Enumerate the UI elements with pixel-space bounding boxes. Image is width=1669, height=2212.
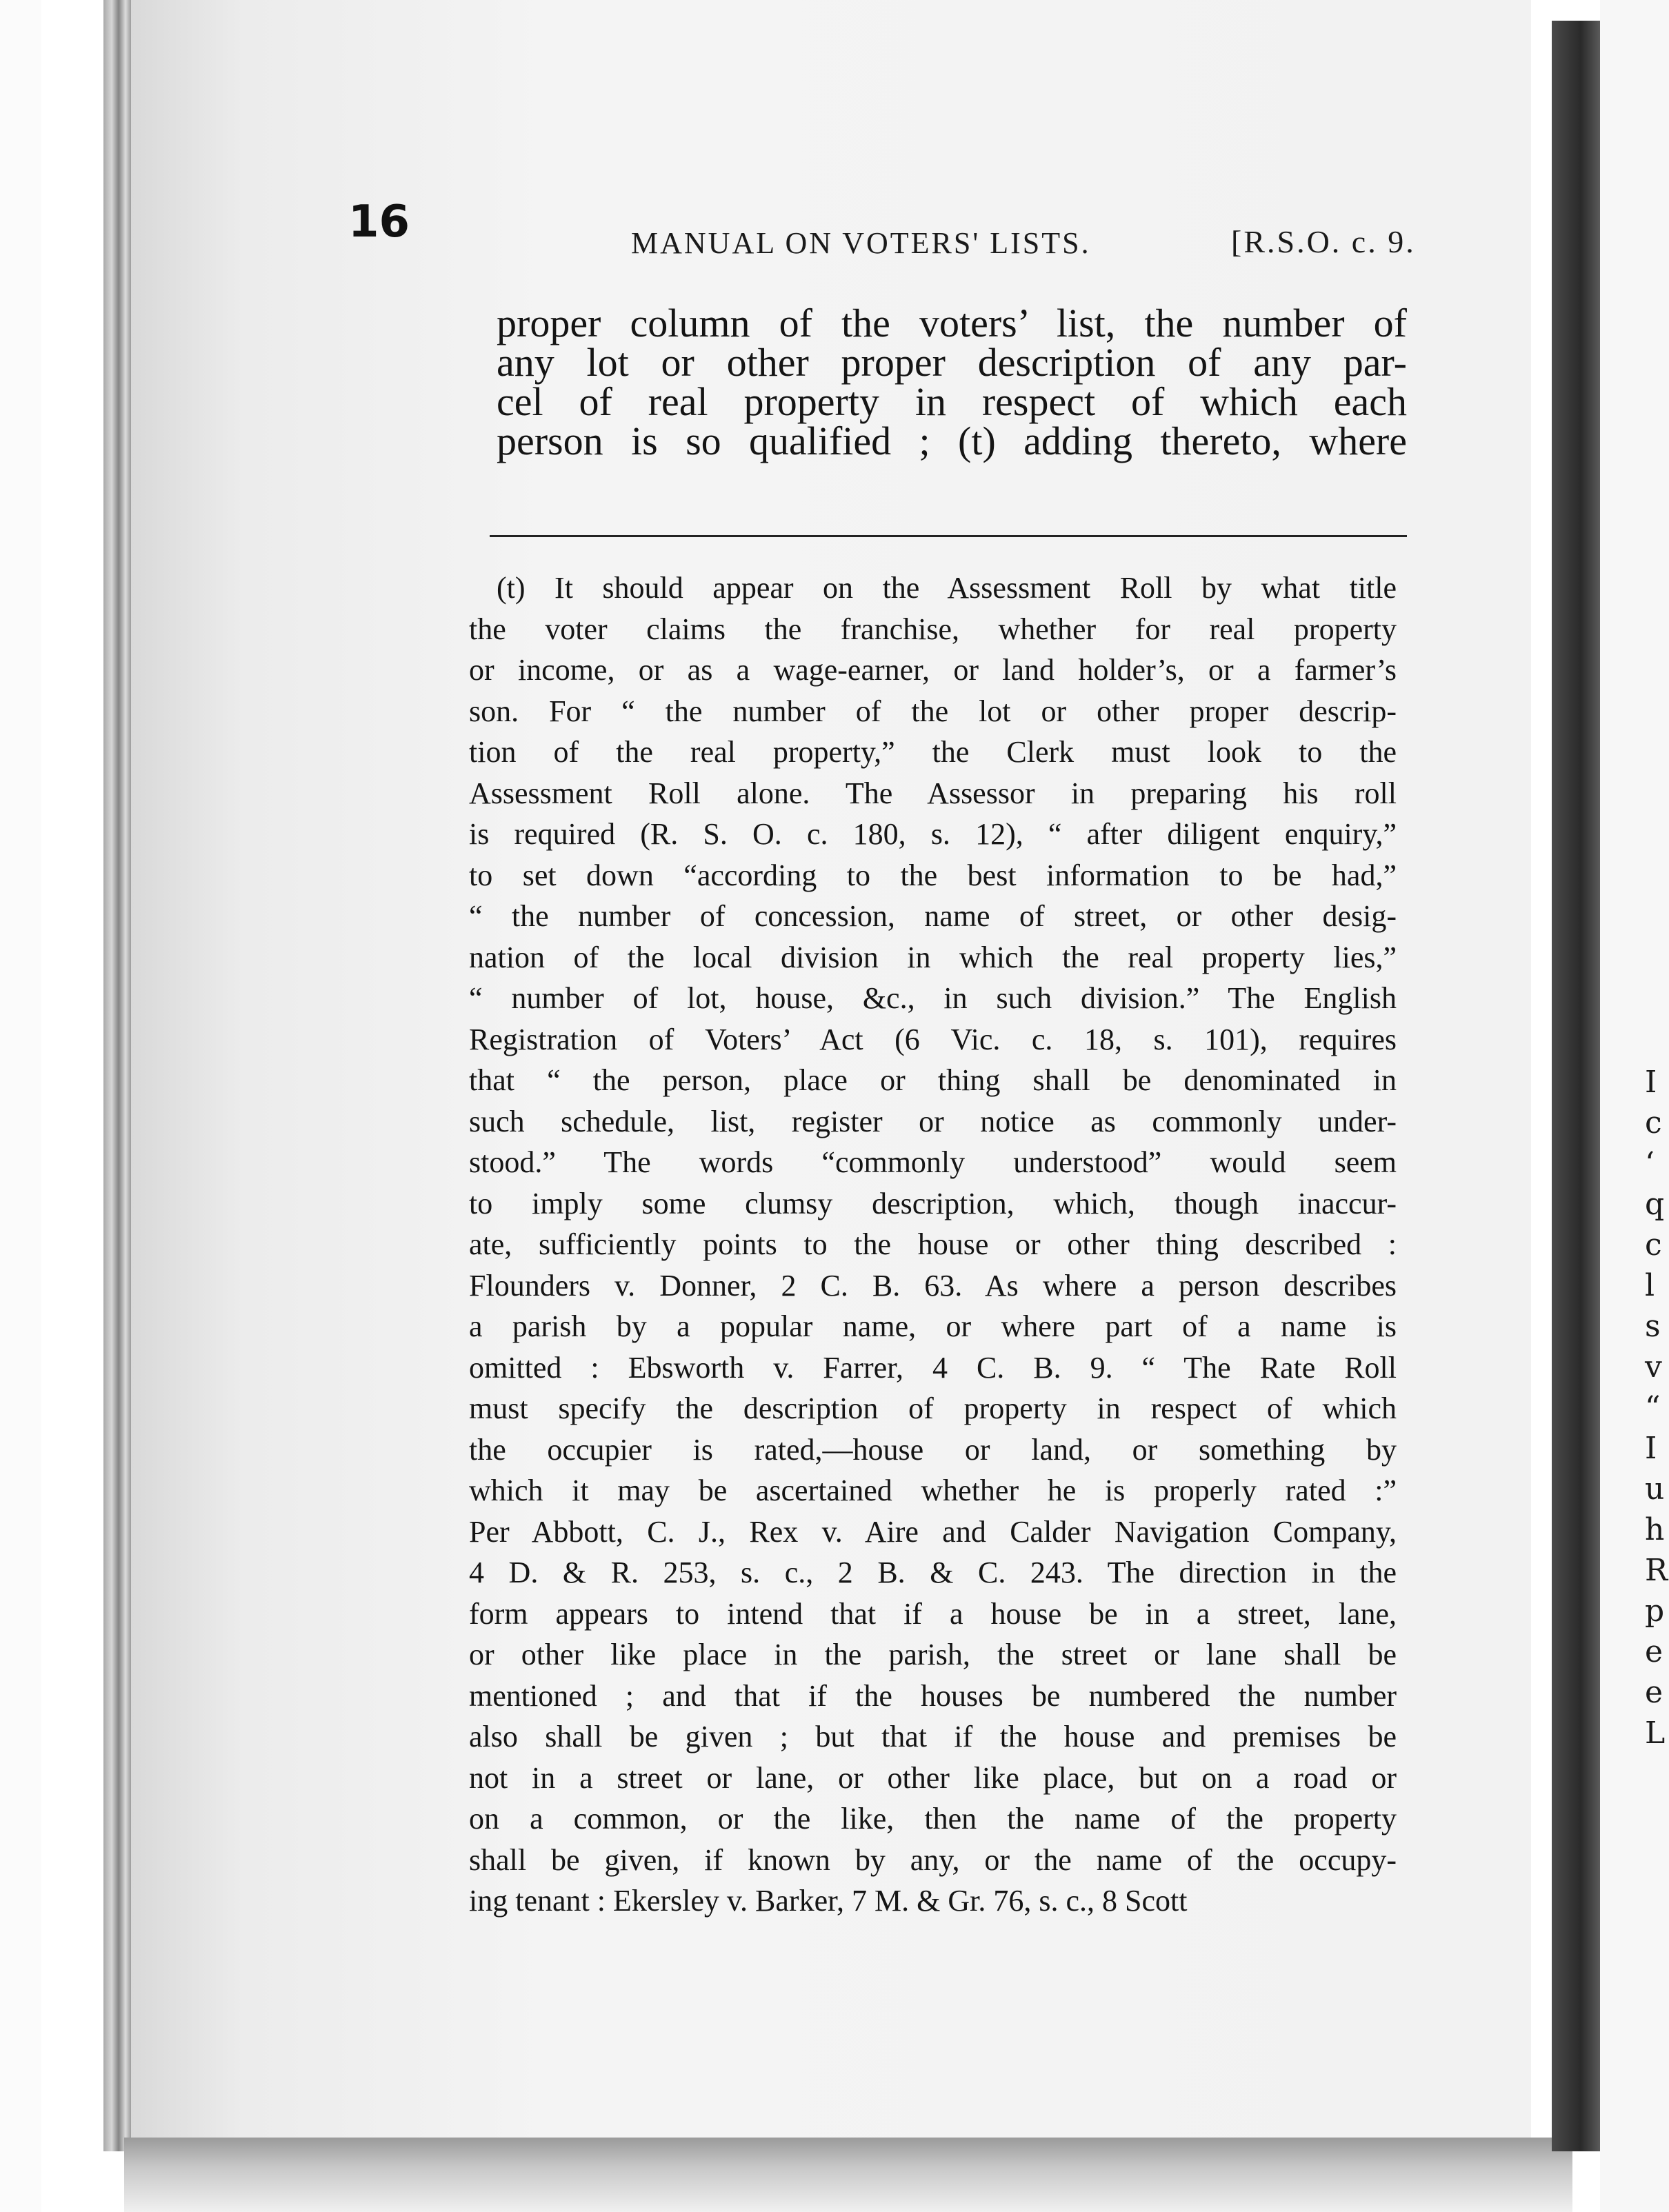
footnote-line: form appears to intend that if a house be in a street, lane, <box>469 1596 1397 1631</box>
footnote-line: the occupier is rated,—house or land, or something by <box>469 1432 1397 1467</box>
main-text-line: cel of real property in respect of which each <box>497 379 1407 424</box>
page-bottom-edge <box>124 2138 1572 2212</box>
footnote-line: on a common, or the like, then the name of the property <box>469 1802 1397 1836</box>
footnote-line: a parish by a popular name, or where part of a name is <box>469 1309 1397 1343</box>
footnote-line: Assessment Roll alone. The Assessor in preparing his roll <box>469 776 1397 810</box>
main-text-line: person is so qualified ; (t) adding thereto, where <box>497 419 1407 463</box>
footnote-line: which it may be ascertained whether he is properly rated :” <box>469 1474 1397 1507</box>
footnote-line: shall be given, if known by any, or the name of the occupy- <box>469 1842 1397 1877</box>
footnote-line: stood.” The words “commonly understood” would seem <box>469 1145 1397 1179</box>
footnote-line: the voter claims the franchise, whether for real property <box>469 612 1397 646</box>
main-text-line: proper column of the voters’ list, the number of <box>497 301 1407 345</box>
footnote-line: ing tenant : Ekersley v. Barker, 7 M. & Gr. 76, s. c., 8 Scott <box>469 1884 1188 1918</box>
footnote-rule <box>490 535 1407 537</box>
footnote-line: to imply some clumsy description, which, though inaccur- <box>469 1186 1397 1220</box>
footnote-line: Registration of Voters’ Act (6 Vic. c. 18, s. 101), requires <box>469 1022 1397 1056</box>
footnote-line: nation of the local division in which the real property lies,” <box>469 940 1397 974</box>
footnote-line: omitted : Ebsworth v. Farrer, 4 C. B. 9. “ The Rate Roll <box>469 1350 1397 1385</box>
footnote-line: Flounders v. Donner, 2 C. B. 63. As where a person describes <box>469 1268 1397 1303</box>
footnote-line: tion of the real property,” the Clerk must look to the <box>469 735 1397 769</box>
footnote-line: “ the number of concession, name of street, or other desig- <box>469 899 1397 933</box>
main-text-line: any lot or other proper description of any par- <box>497 340 1407 385</box>
footnote-line: or income, or as a wage-earner, or land holder’s, or a farmer’s <box>469 653 1397 687</box>
footnote-line: Per Abbott, C. J., Rex v. Aire and Calder Navigation Company, <box>469 1514 1397 1549</box>
footnote-line: son. For “ the number of the lot or other proper descrip- <box>469 694 1397 728</box>
footnote-line: to set down “according to the best information to be had,” <box>469 858 1397 892</box>
left-margin <box>0 0 41 2212</box>
footnote-line: such schedule, list, register or notice as commonly under- <box>469 1104 1397 1138</box>
facing-page-text: I c ‘ q c l s v “ I u h R p e e L <box>1645 1065 1668 1751</box>
footnote-line: not in a street or lane, or other like place, but on a road or <box>469 1760 1397 1795</box>
footnote-line: mentioned ; and that if the houses be numbered the number <box>469 1678 1397 1713</box>
footnote-line: that “ the person, place or thing shall be denominated in <box>469 1063 1397 1097</box>
footnote-line: (t) It should appear on the Assessment Roll by what title <box>497 571 1397 605</box>
footnote-line: is required (R. S. O. c. 180, s. 12), “ after diligent enquiry,” <box>469 817 1397 851</box>
binding-shadow <box>1552 21 1600 2151</box>
footnote <box>469 567 1397 1922</box>
main-text <box>497 303 1407 461</box>
page-number: 16 <box>348 197 410 248</box>
footnote-line: also shall be given ; but that if the house and premises be <box>469 1720 1397 1753</box>
footnote-line: or other like place in the parish, the street or lane shall be <box>469 1638 1397 1671</box>
footnote-line: “ number of lot, house, &c., in such division.” The English <box>469 981 1397 1015</box>
footnote-line: must specify the description of property in respect of which <box>469 1391 1397 1425</box>
statute-reference: [R.S.O. c. 9. <box>1231 224 1416 259</box>
footnote-line: ate, sufficiently points to the house or other thing described : <box>469 1227 1397 1261</box>
page-gutter <box>103 0 131 2151</box>
footnote-line: 4 D. & R. 253, s. c., 2 B. & C. 243. The direction in the <box>469 1556 1397 1589</box>
running-head: MANUAL ON VOTERS' LISTS. <box>631 226 1091 260</box>
